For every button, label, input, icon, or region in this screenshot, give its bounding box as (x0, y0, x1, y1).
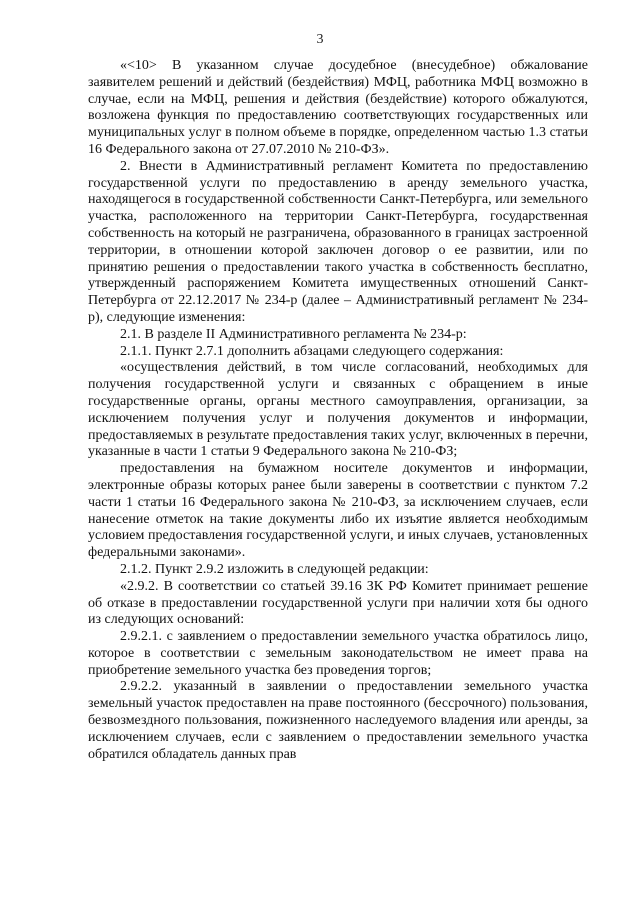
paragraph-item-2-1: 2.1. В разделе II Административного регламента № 234-р: (120, 326, 467, 342)
page-number: 3 (316, 32, 324, 47)
paragraph-item-2-1-2: 2.1.2. Пункт 2.9.2 изложить в следующей редакции: (120, 561, 429, 577)
paragraph-item-2-9-2: «2.9.2. В соответствии со статьей 39.16 ЗК РФ Комитет принимает решение об отказе в предоставлении государственной услуги при наличии хотя бы одного из следующих оснований: (88, 578, 588, 628)
paragraph-item-2-9-2-1: 2.9.2.1. с заявлением о предоставлении земельного участка обратилось лицо, которое в соответствии с земельным законодательством не имеет права на приобретение земельного участка без проведения торгов; (88, 629, 588, 678)
paragraph-footnote-10: «<10> В указанном случае досудебное (внесудебное) обжалование заявителем решений и действий (бездействия) МФЦ, работника МФЦ возможно в случае, если на МФЦ, решения и действия (бездействие) которого обжалуются, возложена функция по предоставлению соответствующих государственных или муниципальных услуг в полном объеме в порядке, определенном частью 1.3 статьи 16 Федерального закона от 27.07.2010 № 210-ФЗ». (88, 58, 588, 157)
paragraph-item-2: 2. Внести в Административный регламент Комитета по предоставлению государственной услуги по предоставлению в аренду земельного участка, находящегося в государственной собственности Санкт-Петербурга, или земельного участка, расположенного на территории Санкт-Петербурга, государственная собственность на который не разграничена, образованного в границах застроенной территории, в отношении которой заключен договор о ее развитии, или по принятию решения о предоставлении такого участка в собственность бесплатно, утвержденный распоряжением Комитета имущественных отношений Санкт-Петербурга от 22.12.2017 № 234-р (далее – Административный регламент № 234-р), следующие изменения: (88, 158, 588, 325)
paragraph-quote-actions: «осуществления действий, в том числе согласований, необходимых для получения государственной услуги и связанных с обращением в иные государственные органы, органы местного самоуправления, организации, за исключением получения услуг и получения документов и информации, предоставляемых в результате предоставления таких услуг, включенных в перечни, указанные в части 1 статьи 9 Федерального закона № 210-ФЗ; (88, 360, 588, 460)
document-body (88, 58, 588, 763)
paragraph-item-2-9-2-2: 2.9.2.2. указанный в заявлении о предоставлении земельного участка земельный участок предоставлен на праве постоянного (бессрочного) пользования, безвозмездного пользования, пожизненного наследуемого владения или аренды, за исключением случаев, если с заявлением о предоставлении земельного участка обратился обладатель данных прав (88, 679, 588, 762)
paragraph-quote-paper-docs: предоставления на бумажном носителе документов и информации, электронные образы которых ранее были заверены в соответствии с пунктом 7.2 части 1 статьи 16 Федерального закона № 210-ФЗ, за исключением случаев, если нанесение отметок на такие документы либо их изъятие является необходимым условием предоставления государственной услуги, и иных случаев, установленных федеральными законами». (88, 461, 588, 561)
paragraph-item-2-1-1: 2.1.1. Пункт 2.7.1 дополнить абзацами следующего содержания: (120, 343, 504, 359)
